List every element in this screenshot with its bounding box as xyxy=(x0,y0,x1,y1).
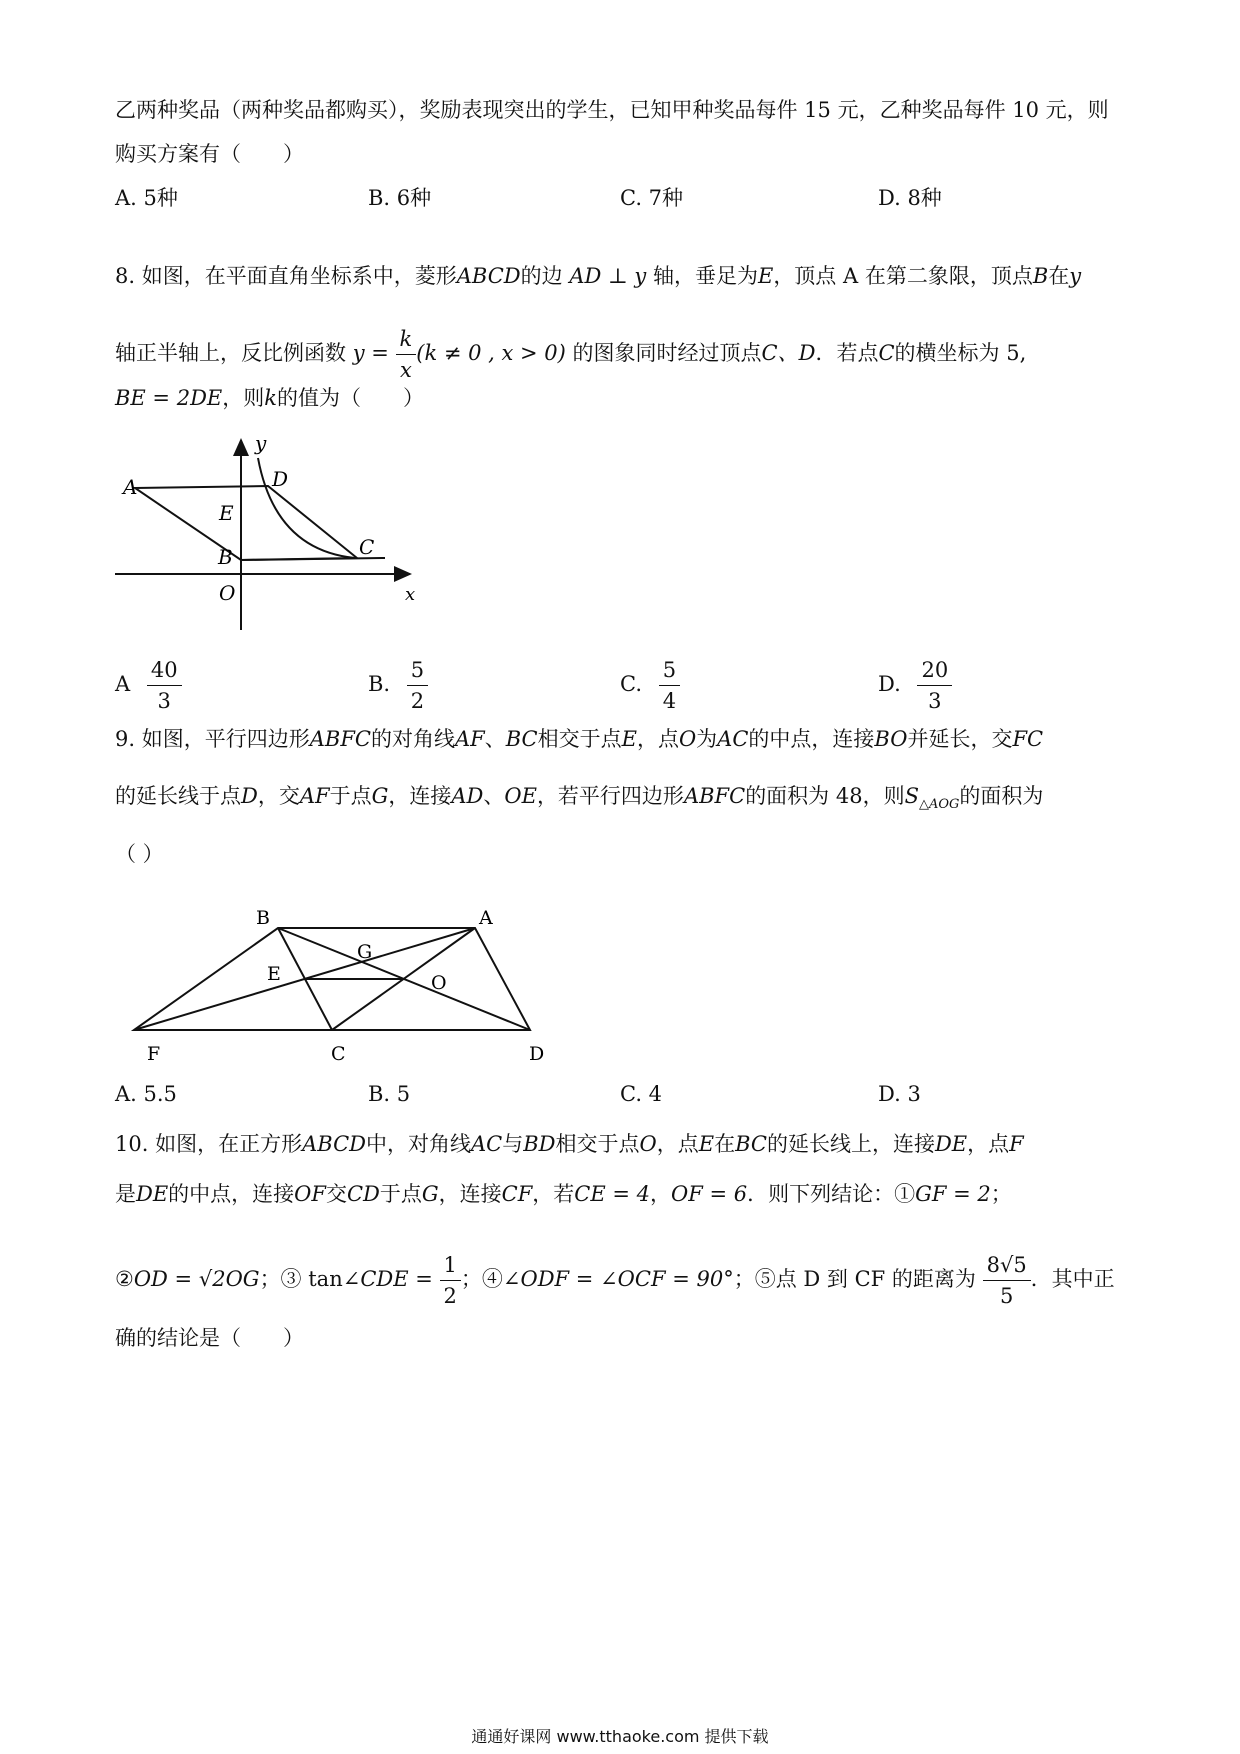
q8-fraction: $\frac{k}{x}$ xyxy=(396,324,417,385)
q8-line3: BE = 2DE，则k的值为（ ） xyxy=(115,386,424,410)
svg-text:O: O xyxy=(219,581,236,605)
q10-line4: 确的结论是（ ） xyxy=(115,1326,304,1350)
q9-option-a: A. 5.5 xyxy=(115,1082,177,1106)
svg-text:E: E xyxy=(219,501,234,525)
q7-line2: 购买方案有（ ） xyxy=(115,142,304,166)
q10-fraction-distance: $\frac{8√5}{5}$ xyxy=(983,1250,1031,1311)
svg-text:x: x xyxy=(405,584,416,605)
q8-option-a: A $\frac{40}{3}$ xyxy=(115,655,182,716)
q7-line1: 乙两种奖品（两种奖品都购买），奖励表现突出的学生，已知甲种奖品每件 15 元，乙种奖品每件 10 元，则 xyxy=(115,98,1109,122)
q8-option-d: D. $\frac{20}{3}$ xyxy=(878,655,952,716)
rhombus-abcd xyxy=(135,486,357,560)
q8-option-c: C. $\frac{5}{4}$ xyxy=(620,655,680,716)
svg-text:F: F xyxy=(147,1043,161,1065)
svg-text:C: C xyxy=(331,1043,346,1065)
svg-text:D: D xyxy=(272,467,289,491)
q7-option-a: A. 5种 xyxy=(115,186,178,210)
svg-text:A: A xyxy=(479,907,493,929)
q9-option-b: B. 5 xyxy=(368,1082,411,1106)
q9-line1: 9. 如图，平行四边形ABFC的对角线AF、BC相交于点E，点O为AC的中点，连接BO并延长，交FC xyxy=(115,727,1044,751)
q10-line3: ②OD = √2OG；③ tan∠CDE = $\frac{1}{2}$ ；④∠ODF = ∠OCF = 90°；⑤点 D 到 CF 的距离为 $\frac{8√5}{5}$ ．其中正 xyxy=(115,1250,1115,1311)
q7-option-d: D. 8种 xyxy=(878,186,942,210)
page-footer: 通通好课网 www.tthaoke.com 提供下载 xyxy=(471,1727,769,1746)
q9-figure xyxy=(115,900,565,1065)
svg-text:O: O xyxy=(431,972,447,994)
svg-text:B: B xyxy=(256,907,270,929)
q7-option-b: B. 6种 xyxy=(368,186,432,210)
svg-text:D: D xyxy=(529,1043,545,1065)
q10-line2: 是DE的中点，连接OF交CD于点G，连接CF，若CE = 4，OF = 6．则下列结论：①GF = 2； xyxy=(115,1182,1012,1206)
q7-option-c: C. 7种 xyxy=(620,186,684,210)
q8-figure xyxy=(115,432,435,632)
q9-line3: （ ） xyxy=(115,842,164,866)
svg-text:C: C xyxy=(359,535,375,559)
svg-text:B: B xyxy=(218,545,233,569)
q10-line1: 10. 如图，在正方形ABCD中，对角线AC与BD相交于点O，点E在BC的延长线上，连接DE，点F xyxy=(115,1132,1024,1156)
q9-line2: 的延长线于点D，交AF于点G，连接AD、OE，若平行四边形ABFC的面积为 48，则$S_{\triangle AOG}$的面积为 xyxy=(115,784,1044,813)
svg-text:E: E xyxy=(267,963,281,985)
q10-fraction-half: $\frac{1}{2}$ xyxy=(440,1250,461,1311)
q9-option-d: D. 3 xyxy=(878,1082,921,1106)
svg-text:A: A xyxy=(123,475,138,499)
q8-line1: 8. 如图，在平面直角坐标系中，菱形ABCD的边 AD ⊥ y 轴，垂足为E，顶点 A 在第二象限，顶点B在y xyxy=(115,264,1082,288)
q9-option-c: C. 4 xyxy=(620,1082,663,1106)
svg-text:G: G xyxy=(357,941,373,963)
svg-text:y: y xyxy=(255,432,267,455)
q8-line2: 轴正半轴上，反比例函数 y = $\frac{k}{x}$ (k ≠ 0 , x > 0) 的图象同时经过顶点C、D．若点C的横坐标为 5, xyxy=(115,324,1026,385)
q8-option-b: B. $\frac{5}{2}$ xyxy=(368,655,428,716)
